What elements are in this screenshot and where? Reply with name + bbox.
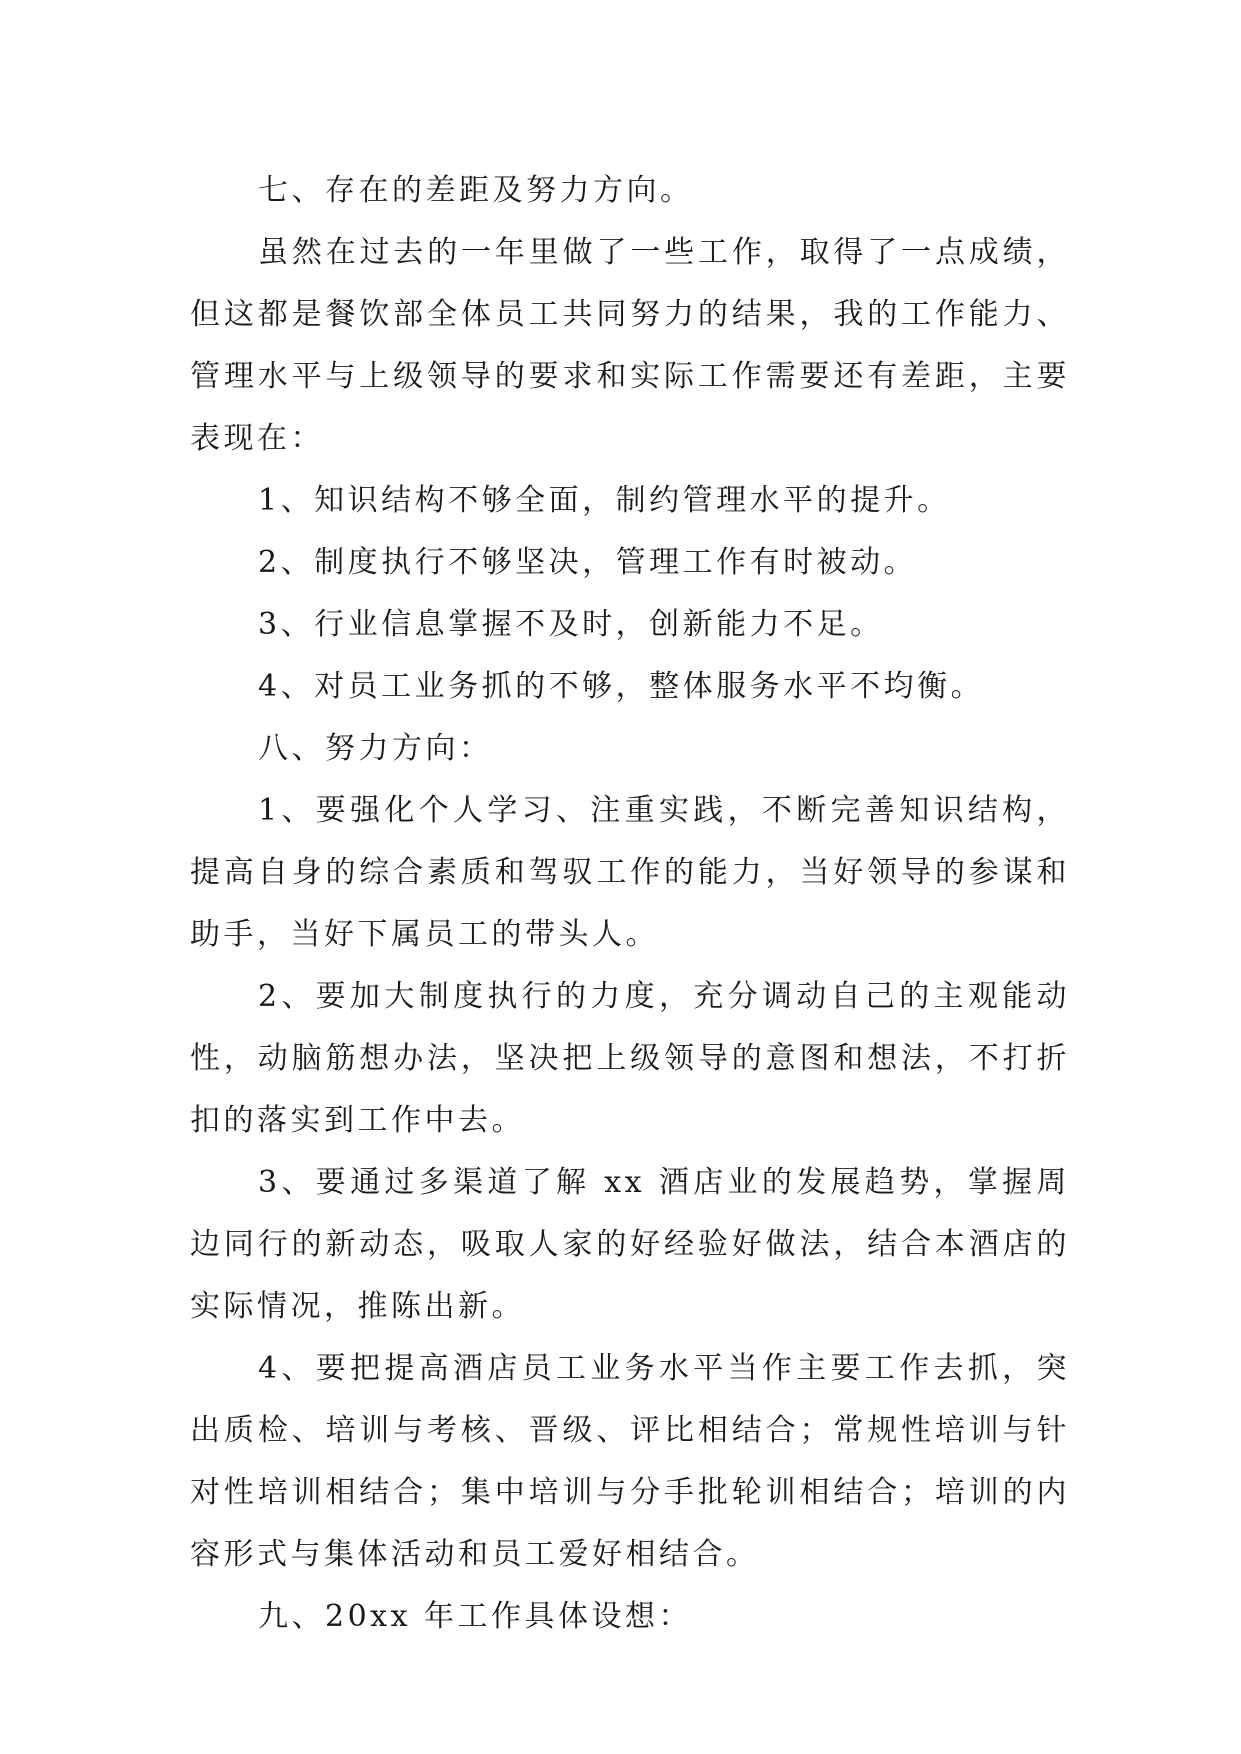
section-heading-gaps: 七、存在的差距及努力方向。 xyxy=(258,173,694,208)
list-item-gap-1: 1、知识结构不够全面，制约管理水平的提升。 xyxy=(258,483,951,518)
list-item-gap-2: 2、制度执行不够坚决，管理工作有时被动。 xyxy=(258,545,918,580)
list-item-gap-4: 4、对员工业务抓的不够，整体服务水平不均衡。 xyxy=(258,669,985,704)
section-heading-direction: 八、努力方向： xyxy=(258,731,493,766)
list-item-direction-3: 3、要通过多渠道了解 xx 酒店业的发展趋势，掌握周边同行的新动态，吸取人家的好经验好做法，结合本酒店的实际情况，推陈出新。 xyxy=(190,1165,1070,1324)
list-item-direction-1: 1、要强化个人学习、注重实践，不断完善知识结构，提高自身的综合素质和驾驭工作的能力，当好领导的参谋和助手，当好下属员工的带头人。 xyxy=(190,793,1070,952)
document-body xyxy=(190,160,1070,1648)
list-item-gap-3: 3、行业信息掌握不及时，创新能力不足。 xyxy=(258,607,884,642)
section-heading-plan: 九、20xx 年工作具体设想： xyxy=(258,1599,693,1634)
paragraph-summary: 虽然在过去的一年里做了一些工作，取得了一点成绩，但这都是餐饮部全体员工共同努力的结果，我的工作能力、管理水平与上级领导的要求和实际工作需要还有差距，主要表现在： xyxy=(190,235,1070,456)
list-item-direction-4: 4、要把提高酒店员工业务水平当作主要工作去抓，突出质检、培训与考核、晋级、评比相结合；常规性培训与针对性培训相结合；集中培训与分手批轮训相结合；培训的内容形式与集体活动和员工爱好相结合。 xyxy=(190,1351,1070,1572)
list-item-direction-2: 2、要加大制度执行的力度，充分调动自己的主观能动性，动脑筋想办法，坚决把上级领导的意图和想法，不打折扣的落实到工作中去。 xyxy=(190,979,1070,1138)
